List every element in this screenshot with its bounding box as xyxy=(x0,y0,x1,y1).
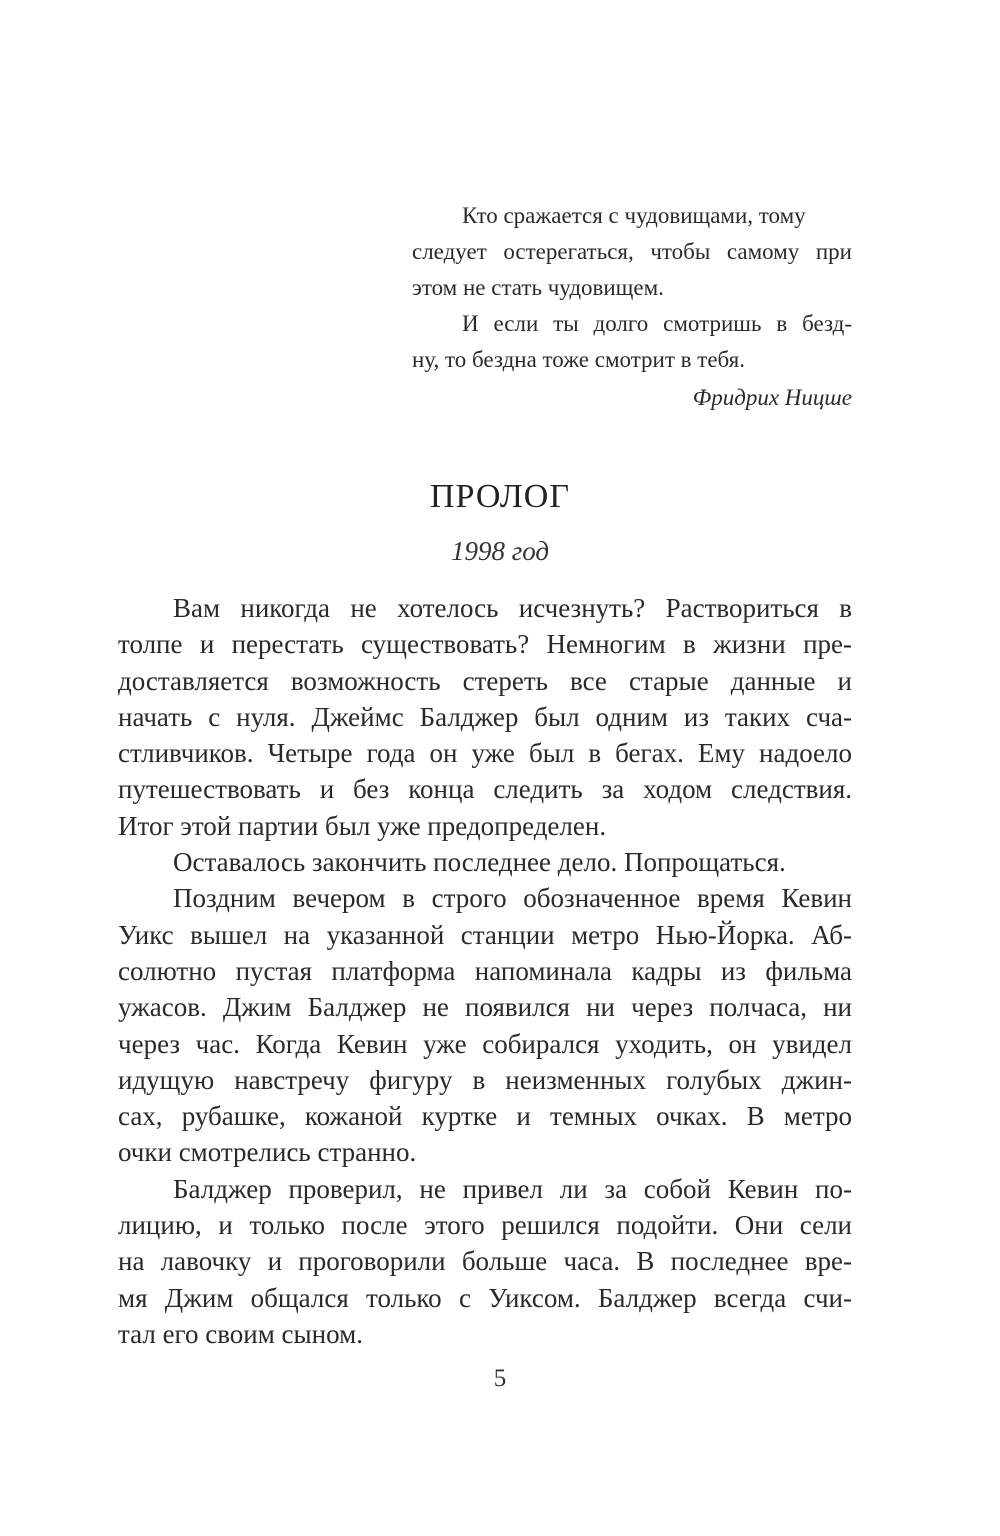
body-line: Балджер проверил, не привел ли за собой Кевин по- xyxy=(173,1173,852,1204)
epigraph-line: Кто сражается с чудовищами, тому xyxy=(462,203,806,228)
body-line: мя Джим общался только с Уиксом. Балджер всегда счи- xyxy=(118,1282,852,1313)
body-line: сах, рубашке, кожаной куртке и темных очках. В метро xyxy=(118,1101,852,1132)
epigraph-line: ну, то бездна тоже смотрит в тебя. xyxy=(412,347,745,372)
body-line: Итог этой партии был уже предопределен. xyxy=(118,810,607,841)
body-line: Поздним вечером в строго обозначенное время Кевин xyxy=(173,883,852,914)
body-line: доставляется возможность стереть все старые данные и xyxy=(118,665,852,696)
body-text xyxy=(118,590,852,1352)
chapter-year: 1998 год xyxy=(450,536,550,566)
body-line: лицию, и только после этого решился подойти. Они сели xyxy=(118,1210,852,1241)
chapter-title: ПРОЛОГ xyxy=(429,478,570,515)
page-number: 5 xyxy=(493,1365,507,1392)
epigraph-line: И если ты долго смотришь в безд- xyxy=(462,311,852,336)
body-line: Вам никогда не хотелось исчезнуть? Раствориться в xyxy=(173,593,852,623)
body-line: толпе и перестать существовать? Немногим в жизни пре- xyxy=(118,629,852,660)
epigraph xyxy=(412,198,852,416)
body-line: Уикс вышел на указанной станции метро Нью-Йорка. Аб- xyxy=(118,919,852,950)
body-line: идущую навстречу фигуру в неизменных голубых джин- xyxy=(118,1064,852,1095)
body-line: стливчиков. Четыре года он уже был в бегах. Ему надоело xyxy=(118,738,852,769)
body-line: начать с нуля. Джеймс Балджер был одним из таких сча- xyxy=(118,701,852,732)
epigraph-author: Фридрих Ницше xyxy=(692,385,852,410)
body-line: на лавочку и проговорили больше часа. В последнее вре- xyxy=(118,1246,852,1277)
body-line: через час. Когда Кевин уже собирался уходить, он увидел xyxy=(118,1028,852,1059)
body-line: тал его своим сыном. xyxy=(118,1318,363,1349)
body-line: солютно пустая платформа напоминала кадры из фильма xyxy=(118,955,852,986)
epigraph-line: следует остерегаться, чтобы самому при xyxy=(412,239,852,264)
body-line: ужасов. Джим Балджер не появился ни через полчаса, ни xyxy=(118,992,852,1023)
epigraph-line: этом не стать чудовищем. xyxy=(412,275,664,300)
body-line: путешествовать и без конца следить за ходом следствия. xyxy=(118,774,852,805)
body-line: Оставалось закончить последнее дело. Попрощаться. xyxy=(173,847,786,878)
body-line: очки смотрелись странно. xyxy=(118,1137,417,1168)
